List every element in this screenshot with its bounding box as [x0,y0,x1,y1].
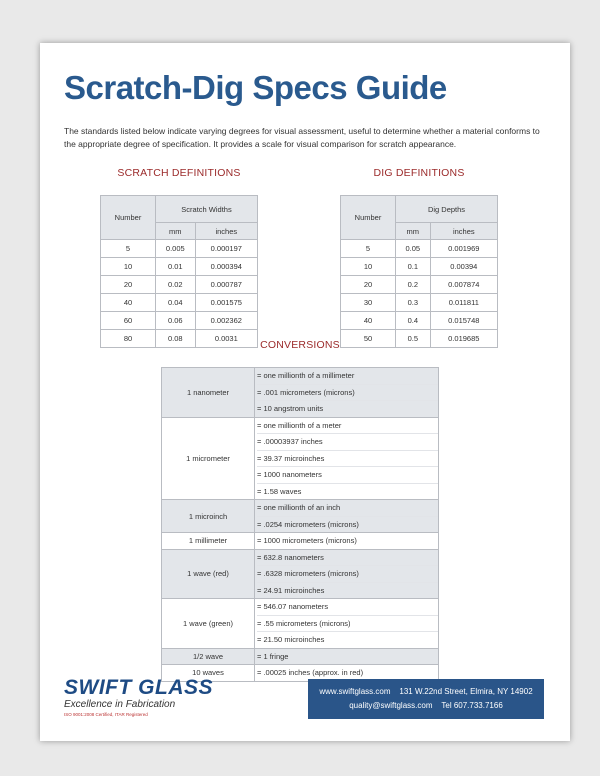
scratch-row [101,294,258,312]
conversion-definitions [255,368,439,418]
scratch-cell-mm: 0.02 [156,276,196,294]
dig-col-number: Number [341,196,396,240]
conversion-definition: = one millionth of a millimeter [257,368,438,385]
scratch-row [101,276,258,294]
conversion-definitions [255,417,439,500]
dig-cell-mm: 0.4 [396,312,431,330]
dig-cell-mm: 0.3 [396,294,431,312]
scratch-cell-n: 5 [101,240,156,258]
conversion-row [162,533,439,550]
dig-col-mm: mm [396,223,431,240]
conversion-definition: = .00003937 inches [257,434,438,451]
conversion-unit: 1 nanometer [162,368,255,418]
conversion-row [162,368,439,418]
company-logo [64,677,224,718]
conversion-definition: = 1000 micrometers (microns) [257,536,357,545]
dig-cell-in: 0.019685 [430,330,497,348]
logo-tagline: Excellence in Fabrication [64,699,176,710]
conversions-table [161,367,439,682]
scratch-col-group: Scratch Widths [156,196,258,223]
dig-row [341,312,498,330]
conversion-definition: = .55 micrometers (microns) [257,616,438,633]
scratch-cell-in: 0.001575 [195,294,257,312]
conversion-row [162,417,439,500]
conversion-definitions [255,533,439,550]
dig-cell-in: 0.015748 [430,312,497,330]
spec-sheet [40,43,570,741]
scratch-cell-mm: 0.06 [156,312,196,330]
conversion-definition: = .6328 micrometers (microns) [257,566,438,583]
dig-table [340,195,498,348]
conversion-unit: 1 wave (green) [162,599,255,649]
logo-wordmark: SWIFT GLASS [64,676,213,699]
conversion-definition: = .0254 micrometers (microns) [257,519,359,529]
scratch-cell-mm: 0.01 [156,258,196,276]
contact-bar [308,679,544,719]
email-link[interactable]: quality@swiftglass.com [349,701,433,710]
conversion-definition: = 1 fringe [257,651,289,661]
dig-cell-mm: 0.05 [396,240,431,258]
scratch-cell-mm: 0.005 [156,240,196,258]
logo-certification: ISO 9001:2008 Certified, ITAR Registered [64,712,148,717]
dig-cell-in: 0.007874 [430,276,497,294]
dig-cell-n: 50 [341,330,396,348]
conversion-unit: 1 millimeter [162,533,255,550]
dig-cell-n: 30 [341,294,396,312]
website-link[interactable]: www.swiftglass.com [319,687,391,696]
conversion-unit: 1/2 wave [162,648,255,665]
dig-col-group: Dig Depths [396,196,498,223]
conversion-row [162,549,439,599]
scratch-cell-in: 0.000787 [195,276,257,294]
intro-paragraph: The standards listed below indicate varying degrees for visual assessment, useful to determine whether a material conforms to the appropriate degree of specification. It provides a scale for visual comparison for scratch appearance. [64,126,540,149]
phone-text: Tel 607.733.7166 [441,701,503,710]
conversion-definition: = 10 angstrom units [257,404,324,413]
conversion-row [162,599,439,649]
dig-cell-n: 10 [341,258,396,276]
conversion-unit: 10 waves [162,665,255,682]
scratch-cell-in: 0.000197 [195,240,257,258]
scratch-cell-mm: 0.08 [156,330,196,348]
dig-cell-mm: 0.2 [396,276,431,294]
conversion-row [162,648,439,665]
scratch-table [100,195,258,348]
conversion-definition: = one millionth of an inch [257,500,438,517]
page-title: Scratch-Dig Specs Guide [64,69,447,106]
conversion-definition: = .00025 inches (approx. in red) [257,668,364,677]
conversion-unit: 1 microinch [162,500,255,533]
conversion-row [162,500,439,533]
dig-heading: DIG DEFINITIONS [373,167,465,179]
scratch-cell-mm: 0.04 [156,294,196,312]
dig-cell-mm: 0.5 [396,330,431,348]
dig-cell-in: 0.001969 [430,240,497,258]
scratch-cell-n: 20 [101,276,156,294]
conversion-definitions [255,599,439,649]
dig-cell-in: 0.011811 [430,294,497,312]
scratch-col-mm: mm [156,223,196,240]
dig-cell-in: 0.00394 [430,258,497,276]
conversion-definition: = 24.91 microinches [257,585,325,595]
dig-row [341,258,498,276]
conversion-definition: = one millionth of a meter [257,418,438,435]
scratch-col-inches: inches [195,223,257,240]
dig-row [341,294,498,312]
scratch-cell-in: 0.000394 [195,258,257,276]
scratch-heading: SCRATCH DEFINITIONS [117,167,241,179]
dig-cell-mm: 0.1 [396,258,431,276]
dig-cell-n: 20 [341,276,396,294]
scratch-cell-in: 0.002362 [195,312,257,330]
scratch-cell-n: 40 [101,294,156,312]
conversion-definition: = 546.07 nanometers [257,599,438,616]
dig-col-inches: inches [430,223,497,240]
conversion-definition: = 21.50 microinches [257,635,325,644]
scratch-row [101,312,258,330]
scratch-cell-n: 80 [101,330,156,348]
dig-row [341,276,498,294]
dig-cell-n: 40 [341,312,396,330]
address-text: 131 W.22nd Street, Elmira, NY 14902 [399,687,533,696]
conversion-definition: = 1.58 waves [257,486,302,496]
scratch-row [101,258,258,276]
scratch-cell-n: 10 [101,258,156,276]
scratch-col-number: Number [101,196,156,240]
conversion-definition: = 632.8 nanometers [257,550,438,567]
scratch-row [101,240,258,258]
conversion-definition: = .001 micrometers (microns) [257,385,438,402]
scratch-cell-n: 60 [101,312,156,330]
conversion-unit: 1 micrometer [162,417,255,500]
conversion-definition: = 39.37 microinches [257,451,438,468]
dig-cell-n: 5 [341,240,396,258]
dig-row [341,240,498,258]
conversion-definitions [255,500,439,533]
conversion-unit: 1 wave (red) [162,549,255,599]
conversion-definitions [255,648,439,665]
conversion-definition: = 1000 nanometers [257,467,438,484]
conversions-heading: CONVERSIONS [260,339,340,351]
scratch-cell-in: 0.0031 [195,330,257,348]
conversion-definitions [255,549,439,599]
